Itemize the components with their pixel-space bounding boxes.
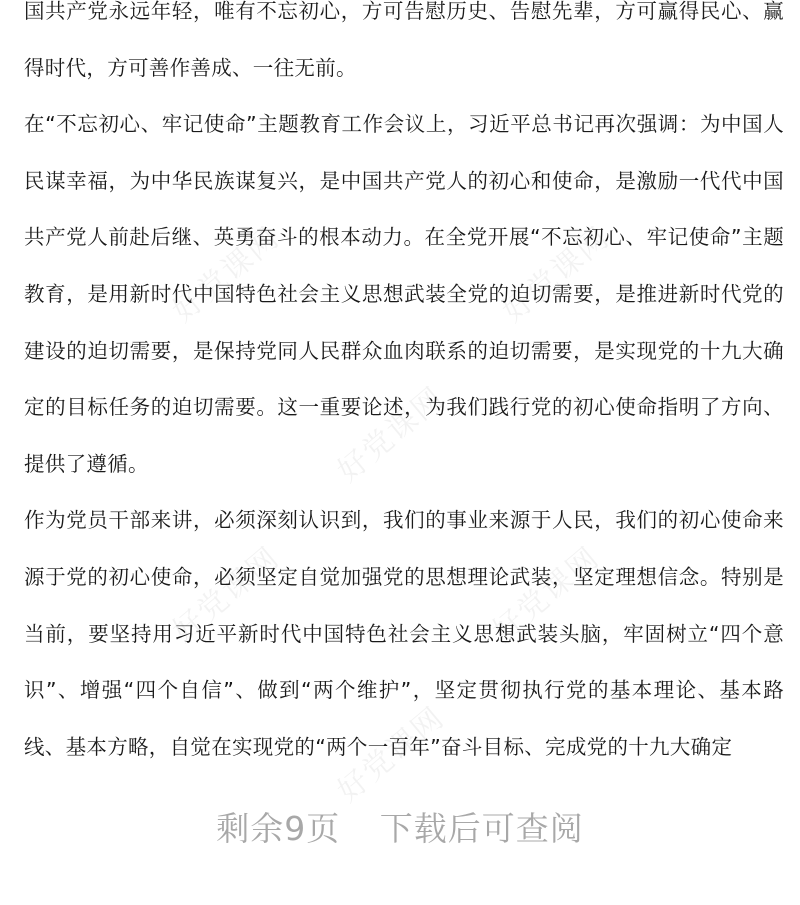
paragraph: 在“不忘初心、牢记使命”主题教育工作会议上，习近平总书记再次强调：为中国人民谋幸福，为中华民族谋复兴，是中国共产党人的初心和使命，是激励一代代中国共产党人前赴后继、英勇奋斗的根本动力。在全党开展“不忘初心、牢记使命”主题教育，是用新时代中国特色社会主义思想武装全党的迫切需要，是推进新时代党的建设的迫切需要，是保持党同人民群众血肉联系的迫切需要，是实现党的十九大确定的目标任务的迫切需要。这一重要论述，为我们践行党的初心使命指明了方向、提供了遵循。 [24, 112, 784, 476]
remaining-pages-download-prompt[interactable] [0, 803, 800, 850]
watermark: 好党课网 [485, 540, 607, 650]
remaining-pages-label: 剩余9页 [216, 809, 341, 848]
watermark: 好党课网 [165, 220, 287, 330]
paragraph: 作为党员干部来讲，必须深刻认识到，我们的事业来源于人民，我们的初心使命来源于党的初心使命，必须坚定自觉加强党的思想理论武装，坚定理想信念。特别是当前，要坚持用习近平新时代中国特色社会主义思想武装头脑，牢固树立“四个意识”、增强“四个自信”、做到“两个维护”，坚定贯彻执行党的基本理论、基本路线、基本方略，自觉在实现党的“两个一百年”奋斗目标、完成党的十九大确定 [24, 508, 784, 759]
document-body [24, 0, 784, 775]
download-prompt-label: 下载后可查阅 [379, 809, 584, 848]
watermark: 好党课网 [165, 540, 287, 650]
watermark: 好党课网 [495, 220, 617, 330]
paragraph: 国共产党永远年轻，唯有不忘初心，方可告慰历史、告慰先辈，方可赢得民心、赢得时代，方可善作善成、一往无前。 [24, 0, 784, 80]
watermark: 好党课网 [330, 380, 452, 490]
watermark: 好党课网 [330, 700, 452, 810]
